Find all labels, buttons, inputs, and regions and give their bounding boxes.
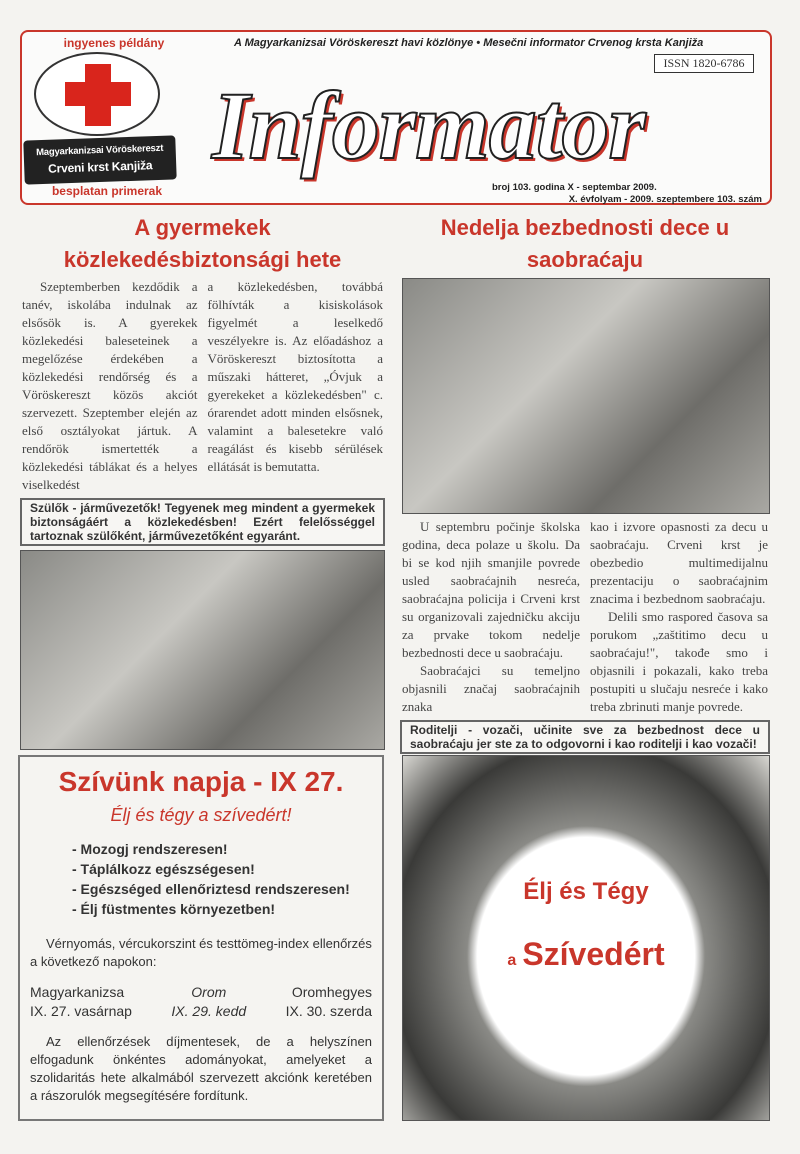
article-sr-body bbox=[400, 518, 770, 716]
poster-slogan-line2 bbox=[403, 936, 769, 973]
article-sr-col1a: U septembru počinje školska godina, deca polaze u školu. Da bi se kod njih smanjile povrede usled saobraćajnih nesreća, saobraćajna policija i Crveni krst su organizovali zajedničku akciju za prvake tokom nedelje bezbednosti dece u saobraćaju. bbox=[402, 519, 580, 660]
issue-info-hu: X. évfolyam - 2009. szeptembere 103. szám bbox=[568, 194, 762, 205]
poster-slogan-word: Szívedért bbox=[522, 936, 665, 972]
heart-day-subtitle: Élj és tégy a szívedért! bbox=[110, 805, 292, 825]
classroom-photo-hu bbox=[20, 550, 385, 750]
poster-connector: a bbox=[507, 952, 517, 969]
health-tip: - Élj füstmentes környezetben! bbox=[72, 901, 276, 917]
issue-info-sr: broj 103. godina X - septembar 2009. bbox=[492, 182, 657, 193]
schedule-place bbox=[286, 983, 372, 1021]
poster-slogan-line1: Élj és Tégy bbox=[523, 878, 649, 905]
place-name: Oromhegyes bbox=[291, 984, 372, 1000]
free-copy-label-hu: ingyenes példány bbox=[63, 36, 165, 50]
organization-badge bbox=[23, 135, 176, 184]
health-tips-list bbox=[72, 839, 372, 919]
article-hu-col1: Szeptemberben kezdődik a tanév, iskolába indulnak az elsősök is. A gyerekek közlekedési baleseteinek a megelőzése érdekében a közlekedési rendőrség és a Vöröskereszt közös akciót szervezett. Szeptember elején az első osztályokat jártuk. A rendőrök ismertették a közlekedési táblákat és a helyes viselkedést bbox=[22, 279, 198, 492]
org-name-sr: Crveni krst Kanjiža bbox=[47, 158, 153, 176]
article-hu-title: A gyermekek közlekedésbiztonsági hete bbox=[63, 215, 342, 272]
heart-day-title: Szívünk napja - IX 27. bbox=[58, 766, 344, 797]
screening-intro: Vérnyomás, vércukorszint és testtömeg-index ellenőrzés a következő napokon: bbox=[30, 936, 372, 969]
tagline: A Magyarkanizsai Vöröskereszt havi közlönye • Mesečni informator Crvenog krsta Kanjiža bbox=[234, 37, 704, 49]
heart-hands-poster bbox=[402, 755, 770, 1121]
article-sr-callout: Roditelji - vozači, učinite sve za bezbednost dece u saobraćaju jer ste za to odgovorni i kao roditelji i kao vozači! bbox=[400, 720, 770, 754]
article-sr-col1b: Saobraćajci su temeljno objasnili značaj saobraćajnih znaka bbox=[402, 663, 580, 714]
article-sr-col2b: Delili smo raspored časova sa porukom „zaštitimo decu u saobraćaju!", takođe smo i objasnili i pokazali, kako treba postupiti u slučaju nesreće i kako treba zbrinuti manje povrede. bbox=[590, 609, 768, 714]
red-cross-icon-bar bbox=[65, 82, 131, 106]
red-cross-logo bbox=[34, 52, 160, 136]
health-tip: - Mozogj rendszeresen! bbox=[72, 841, 228, 857]
classroom-photo-sr bbox=[402, 278, 770, 514]
schedule-place bbox=[30, 983, 132, 1021]
place-date: IX. 30. szerda bbox=[285, 1003, 372, 1019]
article-hu-col2: a közlekedésben, továbbá fölhívták a kisiskolások figyelmét a leselkedő veszélyekre is. Az előadáshoz a Vöröskereszt biztosította a műszaki hátteret, „Óvjuk a gyerekeket a közlekedésben" c. órarendet adott minden elsősnek, valamint a balesetekre való reagálást és kisebb sérülések ellátását is bemutatta. bbox=[207, 279, 383, 474]
article-sr-col2a: kao i izvore opasnosti za decu u saobraćaju. Crveni krst je obezbedio multimedijalnu prezentaciju o saobraćajnim znacima i bezbednom saobraćaju. bbox=[590, 519, 768, 606]
article-hu-body bbox=[20, 278, 385, 494]
article-hu-column bbox=[20, 278, 385, 750]
masthead-title: Informator bbox=[212, 72, 645, 179]
article-sr-column bbox=[400, 518, 770, 754]
health-tip: - Egészséged ellenőriztesd rendszeresen! bbox=[72, 881, 350, 897]
schedule-place bbox=[171, 983, 246, 1021]
article-hu-callout: Szülők - járművezetők! Tegyenek meg mindent a gyermekek biztonságáért a közlekedésben! Ezért felelősséggel tartoznak szülőként, járművezetőként egyaránt. bbox=[20, 498, 385, 546]
article-sr-title: Nedelja bezbednosti dece u saobraćaju bbox=[440, 215, 730, 272]
issn-box: ISSN 1820-6786 bbox=[654, 54, 754, 73]
screening-schedule bbox=[30, 983, 372, 1021]
heart-day-box bbox=[18, 755, 384, 1121]
place-name: Orom bbox=[191, 984, 227, 1000]
free-copy-label-sr: besplatan primerak bbox=[51, 184, 163, 198]
health-tip: - Táplálkozz egészségesen! bbox=[72, 861, 255, 877]
place-name: Magyarkanizsa bbox=[30, 984, 125, 1000]
place-date: IX. 29. kedd bbox=[171, 1003, 247, 1019]
place-date: IX. 27. vasárnap bbox=[30, 1003, 132, 1019]
org-name-hu: Magyarkanizsai Vöröskereszt bbox=[35, 142, 164, 159]
masthead-header bbox=[20, 30, 772, 205]
screening-closing: Az ellenőrzések díjmentesek, de a helyszínen elfogadunk önkéntes adományokat, amelyeket a szolidaritás hete alkalmából szervezett akciónk keretében a rászorulók megsegítésére fordítunk. bbox=[30, 1034, 372, 1103]
